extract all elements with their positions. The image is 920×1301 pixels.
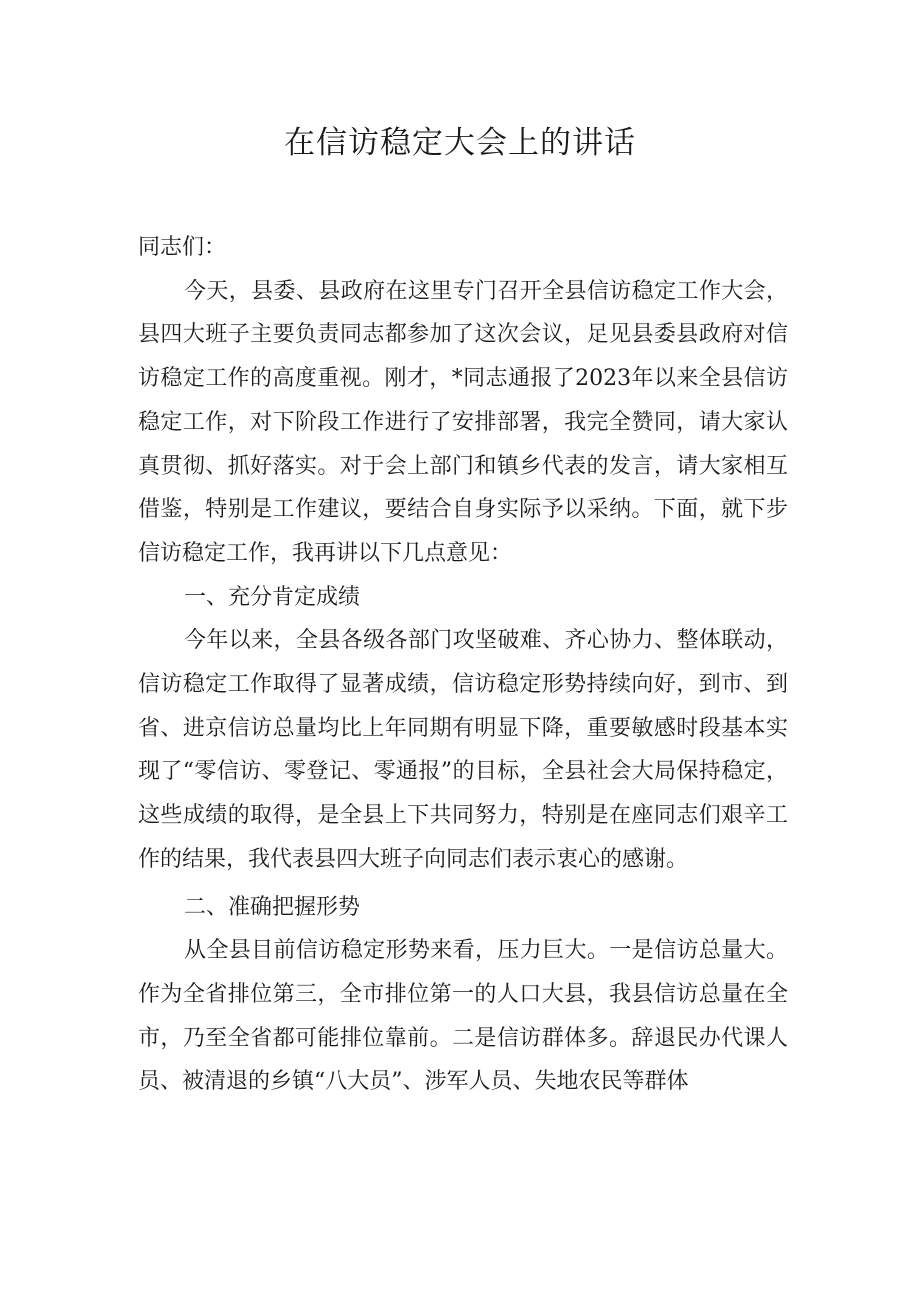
section-text-1: 今年以来，全县各级各部门攻坚破难、齐心协力、整体联动，信访稳定工作取得了显著成绩，信访稳定形势持续向好，到市、到省、进京信访总量均比上年同期有明显下降，重要敏感时段基本实现了“零信访、零登记、零通报”的目标，全县社会大局保持稳定，这些成绩的取得，是全县上下共同努力，特别是在座同志们艰辛工作的结果，我代表县四大班子向同志们表示衷心的感谢。: [138, 628, 788, 872]
section-heading-2: 二、准确把握形势: [184, 894, 361, 920]
section-heading-1: 一、充分肯定成绩: [184, 584, 361, 610]
salutation: 同志们：: [138, 235, 227, 260]
opening-paragraph: 今天，县委、县政府在这里专门召开全县信访稳定工作大会，县四大班子主要负责同志都参加了这次会议，足见县委县政府对信访稳定工作的高度重视。刚才，*同志通报了2023年以来全县信访稳定工作，对下阶段工作进行了安排部署，我完全赞同，请大家认真贯彻、抓好落实。对于会上部门和镇乡代表的发言，请大家相互借鉴，特别是工作建议，要结合自身实际予以采纳。下面，就下步信访稳定工作，我再讲以下几点意见：: [138, 278, 788, 566]
section-text-2: 从全县目前信访稳定形势来看，压力巨大。一是信访总量大。作为全省排位第三，全市排位第一的人口大县，我县信访总量在全市，乃至全省都可能排位靠前。二是信访群体多。辞退民办代课人员、被清退的乡镇“八大员”、涉军人员、失地农民等群体: [138, 938, 788, 1095]
document-body: [138, 226, 788, 1104]
document-title: 在信访稳定大会上的讲话: [284, 125, 636, 161]
